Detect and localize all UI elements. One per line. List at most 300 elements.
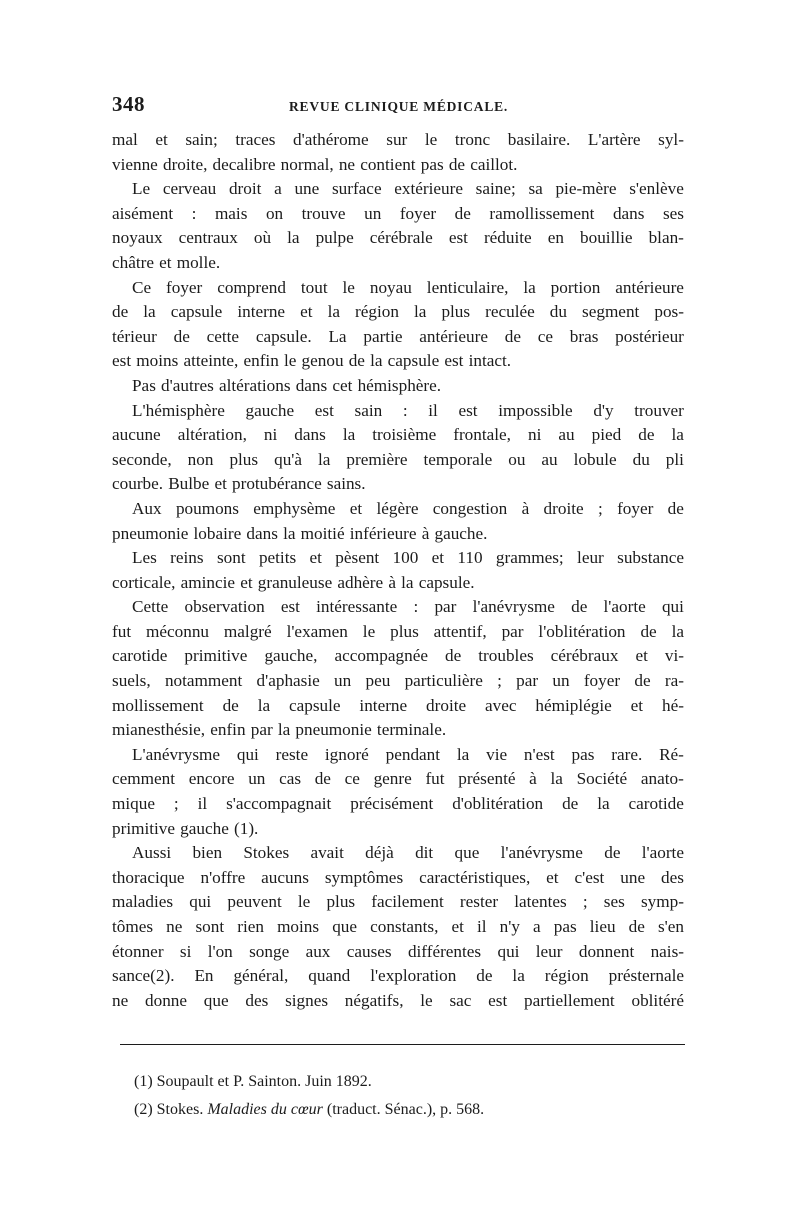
word: une [294, 179, 320, 199]
word: altération, [177, 425, 247, 445]
word: rester [459, 892, 499, 912]
footnote-2-title: Maladies du cœur [207, 1101, 323, 1118]
word: est [448, 228, 468, 248]
word: un [552, 671, 570, 691]
word: aucune [112, 425, 161, 445]
word: la [401, 572, 414, 592]
word: aucuns [261, 867, 309, 887]
word: mique [112, 794, 155, 814]
word: lobule [573, 449, 617, 469]
word: foyer [399, 203, 437, 223]
word: térieur [112, 326, 157, 346]
word: interne [237, 302, 286, 322]
word: antérieure [419, 326, 488, 346]
word: encore [188, 769, 235, 789]
text-line [112, 128, 684, 153]
word: le [420, 990, 433, 1010]
word: trouver [634, 400, 684, 420]
word: granuleuse [257, 572, 333, 592]
word: interne [359, 695, 408, 715]
word: ne [338, 154, 356, 174]
word: est [488, 990, 508, 1010]
footnote-separator [120, 1044, 685, 1045]
word: présenté [458, 769, 516, 789]
word: terminale. [376, 720, 447, 740]
word: qui [236, 744, 259, 764]
word: si [179, 941, 192, 961]
word: Pas [132, 375, 156, 395]
word: sa [528, 179, 543, 199]
text-line [112, 866, 684, 891]
word: L'artère [587, 130, 641, 149]
word: rare. [611, 744, 643, 764]
word: genou [301, 351, 344, 371]
word: n'offre [200, 867, 246, 887]
word: du [549, 302, 567, 322]
text-line [112, 940, 684, 965]
text-line [112, 177, 684, 202]
word: anato- [640, 769, 684, 789]
word: bras [569, 326, 599, 346]
word: la [597, 794, 610, 814]
word: pie-mère [555, 179, 617, 199]
text-line [112, 325, 684, 350]
word: particulière [404, 671, 483, 691]
text-line [112, 202, 684, 227]
word: Les [132, 548, 157, 568]
word: gauche. [434, 523, 488, 543]
word: impossible [498, 400, 573, 420]
running-head: REVUE CLINIQUE MÉDICALE. [289, 99, 509, 114]
word: malgré [223, 621, 272, 641]
word: corticale, [112, 572, 176, 592]
word: un [248, 769, 266, 789]
word: la [671, 425, 684, 445]
word: vie [486, 744, 508, 764]
word: enfin [210, 720, 246, 740]
word: decalibre [212, 154, 276, 174]
word: seconde, [112, 449, 172, 469]
word: que [203, 990, 229, 1010]
word: Aussi [132, 843, 172, 863]
word: mollissement [112, 695, 204, 715]
word: reins [170, 548, 204, 568]
word: bouillie [580, 228, 633, 248]
word: où [253, 228, 272, 248]
word: qui [661, 597, 684, 617]
word: sains. [326, 474, 366, 494]
word: le [362, 621, 376, 641]
word: à [421, 523, 430, 543]
word: pendant [385, 744, 441, 764]
word: le [342, 277, 355, 297]
word: dit [415, 843, 434, 863]
word: trouve [301, 203, 346, 223]
word: : [402, 400, 408, 420]
word: a [274, 179, 282, 199]
word: aisément [112, 203, 174, 223]
word: de [314, 769, 331, 789]
word: au [558, 425, 575, 445]
text-line [112, 915, 684, 940]
text-line [112, 399, 684, 424]
word: sain [354, 400, 383, 420]
word: Bulbe [168, 474, 210, 494]
word: par [434, 597, 457, 617]
text-line [112, 694, 684, 719]
word: de [445, 646, 462, 666]
text-line [112, 644, 684, 669]
word: étonner [112, 941, 164, 961]
word: partiellement [524, 990, 615, 1010]
word: de [604, 843, 621, 863]
text-line [112, 620, 684, 645]
word: suels, [112, 671, 151, 691]
word: attentif, [433, 621, 487, 641]
word: par [516, 671, 539, 691]
word: ; [173, 794, 179, 814]
word: s'enlève [629, 179, 684, 199]
word: caractéristiques, [419, 867, 531, 887]
word: intact. [468, 351, 512, 371]
word: de [634, 671, 651, 691]
word: par [501, 621, 524, 641]
word: thoracique [112, 867, 185, 887]
word: : [413, 597, 419, 617]
word: région [355, 302, 399, 322]
word: 100 [392, 548, 419, 568]
word: peuvent [227, 892, 282, 912]
word: surface [331, 179, 382, 199]
word: capsule [288, 695, 341, 715]
word: bien [192, 843, 223, 863]
word: droite [426, 695, 467, 715]
word: châtre [112, 252, 154, 272]
word: congestion [432, 498, 508, 518]
word: est [314, 400, 334, 420]
word: une [620, 867, 646, 887]
word: la [671, 621, 684, 641]
word: pneumonie [295, 720, 372, 740]
word: temporale [423, 449, 493, 469]
word: et [240, 572, 253, 592]
word: dans [246, 523, 278, 543]
word: foyer [583, 671, 621, 691]
word: altérations [218, 375, 291, 395]
text-line [112, 743, 684, 768]
word: pulpe [315, 228, 354, 248]
word: et [349, 498, 363, 518]
footnotes [134, 1068, 674, 1124]
word: gauche, [264, 646, 318, 666]
word: et [159, 252, 172, 272]
word: capsule [387, 351, 440, 371]
word: de [448, 154, 466, 174]
word: cerveau [162, 179, 217, 199]
word: présternale [608, 966, 684, 986]
word: cas [279, 769, 302, 789]
word: avait [310, 843, 344, 863]
word: à [529, 769, 537, 789]
word: plus [326, 892, 356, 912]
word: la [277, 720, 291, 740]
word: Société [576, 769, 628, 789]
word: normal, [280, 154, 334, 174]
word: est [444, 351, 464, 371]
word: de [640, 621, 657, 641]
word: protubérance [232, 474, 322, 494]
word: postérieur [615, 326, 684, 346]
word: ne [166, 917, 183, 936]
word: est [112, 351, 132, 371]
word: d'athérome [293, 130, 369, 149]
word: mianesthésie, [112, 720, 206, 740]
word: intéressante [316, 597, 398, 617]
word: observation [184, 597, 265, 617]
word: pas [420, 154, 444, 174]
word: de [667, 498, 684, 518]
word: et [214, 474, 227, 494]
word: droite, [162, 154, 208, 174]
word: poumons [175, 498, 239, 518]
word: négatifs, [344, 990, 404, 1010]
text-line [112, 448, 684, 473]
word: la [257, 695, 271, 715]
word: donne [145, 990, 188, 1010]
word: antérieure [615, 277, 684, 297]
word: sont [195, 917, 225, 936]
word: de [638, 425, 655, 445]
word: carotide [628, 794, 684, 814]
word: frontale, [453, 425, 511, 445]
word: capsule. [255, 326, 312, 346]
word: Aux [132, 498, 162, 518]
word: tômes [112, 917, 154, 936]
word: on [265, 203, 284, 223]
word: ses [603, 892, 625, 912]
text-line [112, 964, 684, 989]
word: est [458, 400, 478, 420]
word: c'est [574, 867, 605, 887]
word: de [454, 203, 471, 223]
word: Cette [132, 597, 169, 617]
word: déjà [365, 843, 394, 863]
word: 110 [457, 548, 483, 568]
word: l'oblitération [538, 621, 626, 641]
word: et [451, 917, 464, 936]
word: accompagnée [334, 646, 428, 666]
word: que [332, 917, 358, 936]
word: L'anévrysme [132, 744, 221, 764]
word: à [388, 572, 396, 592]
word: de [173, 326, 190, 346]
word: il [476, 917, 487, 936]
word: pas [571, 744, 595, 764]
text-line [112, 669, 684, 694]
word: et [635, 646, 648, 666]
word: des [245, 990, 269, 1010]
word: extérieure [394, 179, 463, 199]
word: capsule. [418, 572, 475, 592]
word: à [521, 498, 530, 518]
word: la [370, 351, 383, 371]
word: moins [277, 917, 320, 936]
word: des [661, 867, 684, 887]
word: fut [112, 621, 132, 641]
word: pèsent [335, 548, 380, 568]
word: vienne [112, 154, 158, 174]
word: n'est [523, 744, 555, 764]
word: de [504, 326, 521, 346]
footnote-2 [134, 1096, 674, 1124]
word: il [197, 794, 208, 814]
word: l'aorte [641, 843, 684, 863]
word: l'on [207, 941, 233, 961]
word: le [283, 351, 297, 371]
word: méconnu [146, 621, 210, 641]
word: pos- [654, 302, 684, 322]
word: un [364, 203, 382, 223]
word: du [632, 449, 650, 469]
text-line [112, 817, 684, 842]
text-line [112, 276, 684, 301]
word: sance(2). [112, 966, 175, 986]
word: symp- [640, 892, 684, 912]
word: l'anévrysme [500, 843, 583, 863]
word: s'en [657, 917, 684, 936]
word: droit [228, 179, 262, 199]
word: mais [214, 203, 248, 223]
word: cet [332, 375, 353, 395]
text-line [112, 374, 684, 399]
body-text [112, 128, 684, 1013]
word: dans [294, 425, 326, 445]
word: pas [553, 917, 577, 936]
text-line [112, 989, 684, 1014]
word: et [309, 548, 322, 568]
word: d'aphasie [256, 671, 320, 691]
word: segment [582, 302, 640, 322]
word: de [222, 695, 239, 715]
word: la [550, 769, 563, 789]
word: atteinte, [183, 351, 239, 371]
word: le [424, 130, 438, 149]
word: molle. [176, 252, 221, 272]
word: sont [216, 548, 246, 568]
text-line [112, 472, 684, 497]
word: réduite [483, 228, 532, 248]
word: général, [233, 966, 289, 986]
word: basilaire. [507, 130, 571, 149]
word: centraux [178, 228, 238, 248]
word: leur [535, 941, 563, 961]
text-line [112, 349, 684, 374]
word: en [547, 228, 564, 248]
word: noyau [369, 277, 412, 297]
word: la [283, 523, 296, 543]
word: la [287, 228, 300, 248]
word: adhère [337, 572, 384, 592]
word: La [328, 326, 347, 346]
word: lenticulaire, [426, 277, 509, 297]
word: de [112, 302, 129, 322]
word: contient [360, 154, 416, 174]
word: carotide [112, 646, 168, 666]
word: symptômes [324, 867, 404, 887]
text-line [112, 571, 684, 596]
text-line [112, 595, 684, 620]
word: causes [346, 941, 392, 961]
word: reculée [485, 302, 535, 322]
word: substance [617, 548, 684, 568]
word: lobaire [193, 523, 242, 543]
word: vi- [664, 646, 684, 666]
word: le [297, 892, 311, 912]
word: ramollissement [489, 203, 595, 223]
word: ses [662, 203, 684, 223]
word: la [523, 277, 536, 297]
word: partie [363, 326, 403, 346]
word: d'autres [161, 375, 214, 395]
word: et [431, 548, 445, 568]
word: blan- [648, 228, 684, 248]
word: l'exploration [370, 966, 457, 986]
word: quand [308, 966, 351, 986]
word: première [346, 449, 408, 469]
word: gauche [180, 818, 229, 838]
word: emphysème [253, 498, 336, 518]
word: dans [612, 203, 645, 223]
word: amincie [180, 572, 236, 592]
word: sur [386, 130, 408, 149]
word: traces [235, 130, 276, 149]
word: notamment [164, 671, 243, 691]
word: Ré- [659, 744, 684, 764]
word: syl- [658, 130, 684, 149]
word: oblitéré [631, 990, 684, 1010]
word: saine; [475, 179, 516, 199]
word: facilement [371, 892, 444, 912]
word: foyer [166, 277, 203, 297]
word: qu'à [274, 449, 303, 469]
word: un [334, 671, 352, 691]
word: qui [189, 892, 212, 912]
word: gauche [245, 400, 295, 420]
word: capsule [170, 302, 223, 322]
footnote-2-suffix: (traduct. Sénac.), p. 568. [322, 1101, 485, 1118]
word: constants, [370, 917, 439, 936]
word: de [571, 597, 588, 617]
text-line [112, 792, 684, 817]
word: il [428, 400, 438, 420]
word: et [155, 130, 168, 149]
word: légère [376, 498, 419, 518]
word: et [300, 302, 313, 322]
word: ; [497, 671, 502, 691]
word: troisième [372, 425, 437, 445]
word: la [512, 966, 525, 986]
footnote-1-text: (1) Soupault et P. Sainton. Juin 1892. [134, 1073, 372, 1090]
word: aux [305, 941, 331, 961]
word: primitive [184, 646, 248, 666]
footnote-1 [134, 1068, 674, 1096]
word: rien [237, 917, 264, 936]
word: ; [582, 892, 588, 912]
word: moitié [300, 523, 345, 543]
text-line [112, 841, 684, 866]
word: ; [597, 498, 603, 518]
text-line [112, 153, 684, 178]
